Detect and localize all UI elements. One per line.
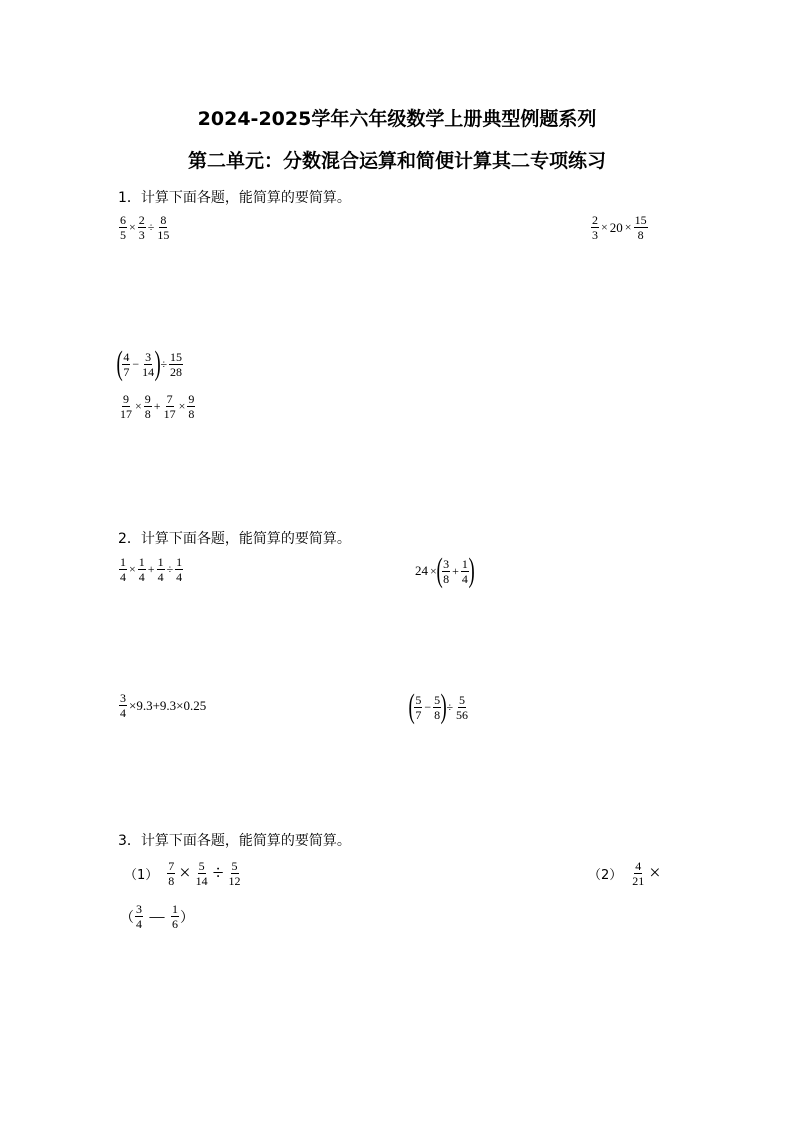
denominator: 8 — [188, 407, 195, 421]
denominator: 14 — [142, 364, 155, 379]
fraction — [138, 214, 146, 241]
q2-expression-3 — [118, 692, 207, 719]
operator: － — [147, 908, 167, 930]
left-paren: ( — [436, 552, 443, 589]
numerator: 5 — [434, 692, 441, 707]
denominator: 5 — [120, 228, 126, 242]
q2-expression-1 — [118, 556, 184, 583]
fraction — [156, 214, 170, 241]
operator: ÷ — [160, 356, 168, 371]
operator: ÷ — [212, 862, 224, 884]
numerator: 4 — [635, 859, 642, 873]
denominator: 4 — [157, 570, 164, 584]
q3-expression-2 — [588, 860, 664, 887]
numerator: 5 — [415, 692, 422, 707]
left-paren: （ — [120, 909, 134, 926]
q2-expression-4 — [410, 690, 470, 724]
numerator: 9 — [123, 392, 129, 406]
operator: − — [424, 699, 432, 714]
q1-expression-3 — [118, 347, 184, 381]
denominator: 6 — [172, 917, 178, 931]
fraction — [634, 214, 648, 241]
denominator: 17 — [163, 407, 176, 421]
numerator: 15 — [170, 349, 183, 364]
q1-expression-2 — [590, 214, 649, 241]
numerator: 7 — [166, 392, 173, 406]
denominator: 8 — [434, 707, 441, 722]
numerator: 1 — [138, 555, 145, 569]
numerator: 8 — [160, 213, 167, 227]
question-3-heading: 3．计算下面各题，能简算的要简算。 — [118, 833, 351, 849]
denominator: 17 — [120, 407, 132, 421]
q1-expression-4 — [118, 393, 196, 420]
q3-expression-1 — [124, 860, 243, 887]
operator: × — [430, 563, 437, 578]
fraction — [119, 692, 127, 719]
denominator: 56 — [456, 707, 469, 722]
question-2-heading: 2．计算下面各题，能简算的要简算。 — [118, 531, 351, 547]
term: 24 — [415, 563, 428, 578]
numerator: 1 — [461, 556, 468, 571]
denominator: 7 — [123, 364, 130, 379]
fraction — [163, 393, 177, 420]
numerator: 7 — [168, 859, 175, 873]
fraction — [591, 214, 599, 241]
operator: × — [601, 220, 608, 234]
numerator: 2 — [138, 213, 145, 227]
numerator: 6 — [120, 213, 126, 227]
denominator: 4 — [120, 570, 126, 584]
operator: × — [129, 220, 136, 234]
numerator: 3 — [443, 556, 450, 571]
numerator: 3 — [136, 902, 142, 916]
fraction — [171, 903, 179, 930]
numerator: 1 — [172, 902, 178, 916]
fraction — [169, 351, 183, 378]
operator: × — [179, 862, 191, 884]
fraction — [122, 351, 130, 378]
denominator: 7 — [415, 707, 422, 722]
numerator: 9 — [144, 392, 151, 406]
denominator: 12 — [228, 874, 241, 888]
denominator: 4 — [138, 570, 145, 584]
fraction — [631, 860, 645, 887]
denominator: 8 — [637, 228, 644, 242]
denominator: 4 — [176, 570, 183, 584]
numerator: 4 — [123, 349, 130, 364]
operator: − — [132, 356, 140, 371]
denominator: 28 — [170, 364, 183, 379]
fraction — [135, 903, 143, 930]
operator: × — [135, 399, 142, 413]
operator: + — [452, 563, 459, 578]
operator: + — [153, 399, 161, 413]
fraction — [187, 393, 195, 420]
term: 20 — [609, 219, 623, 235]
operator: × — [649, 862, 661, 884]
fraction — [157, 556, 165, 583]
denominator: 14 — [195, 874, 208, 888]
q2-expression-2 — [414, 554, 473, 588]
item-label: （2） — [588, 868, 623, 883]
fraction — [228, 860, 242, 887]
numerator: 2 — [592, 213, 598, 227]
fraction — [138, 556, 146, 583]
q3-expression-2-continued — [120, 902, 194, 931]
operator: × — [178, 399, 186, 413]
numerator: 5 — [231, 859, 238, 873]
denominator: 3 — [138, 228, 145, 242]
denominator: 8 — [144, 407, 151, 421]
numerator: 5 — [198, 859, 205, 873]
fraction — [119, 393, 133, 420]
numerator: 1 — [176, 555, 183, 569]
document-subtitle: 第二单元：分数混合运算和简便计算其二专项练习 — [187, 150, 606, 172]
fraction — [175, 556, 183, 583]
right-paren: ) — [154, 345, 161, 382]
denominator: 4 — [120, 706, 126, 720]
operator: ÷ — [446, 699, 454, 714]
item-label: （1） — [124, 868, 159, 883]
denominator: 4 — [461, 571, 468, 586]
fraction — [414, 694, 422, 721]
numerator: 5 — [459, 692, 466, 707]
fraction — [141, 351, 155, 378]
right-paren: ) — [440, 688, 447, 725]
denominator: 3 — [592, 228, 598, 242]
fraction — [195, 860, 209, 887]
fraction — [119, 556, 127, 583]
denominator: 8 — [443, 571, 450, 586]
fraction — [167, 860, 175, 887]
operator: × — [129, 562, 136, 576]
denominator: 4 — [136, 917, 142, 931]
numerator: 3 — [145, 349, 152, 364]
right-paren: ) — [468, 552, 475, 589]
fraction — [455, 694, 469, 721]
operator: ÷ — [166, 562, 174, 576]
fraction — [119, 214, 127, 241]
numerator: 1 — [157, 555, 164, 569]
document-title: 2024-2025学年六年级数学上册典型例题系列 — [197, 108, 597, 130]
left-paren: ( — [408, 688, 415, 725]
fraction — [144, 393, 152, 420]
operator: ÷ — [147, 220, 155, 234]
denominator: 8 — [168, 874, 175, 888]
term: ×9.3+9.3×0.25 — [129, 697, 207, 713]
denominator: 21 — [632, 874, 645, 888]
numerator: 15 — [634, 213, 647, 227]
numerator: 3 — [120, 691, 126, 705]
operator: + — [147, 562, 155, 576]
operator: × — [624, 220, 632, 234]
q1-expression-1 — [118, 214, 171, 241]
left-paren: ( — [116, 345, 123, 382]
denominator: 15 — [157, 228, 170, 242]
right-paren: ） — [180, 909, 194, 926]
fraction — [442, 558, 450, 585]
question-1-heading: 1．计算下面各题，能简算的要简算。 — [118, 190, 351, 206]
numerator: 9 — [188, 392, 195, 406]
numerator: 1 — [120, 555, 126, 569]
